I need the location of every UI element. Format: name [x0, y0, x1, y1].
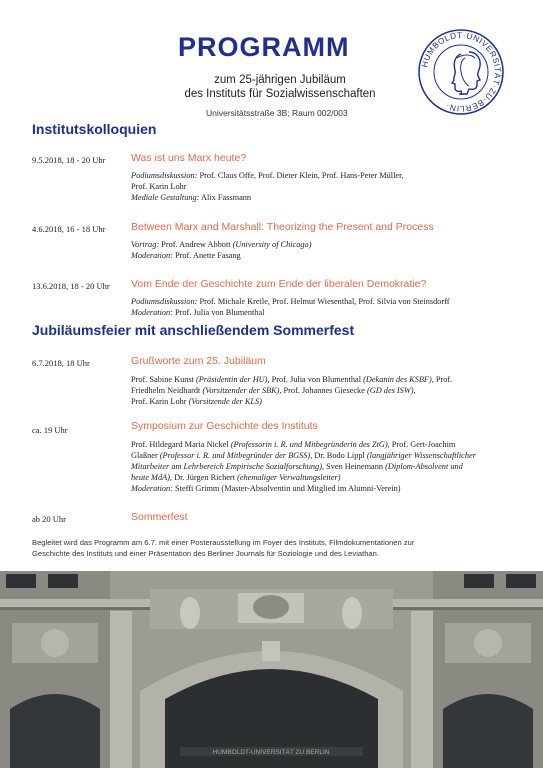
affiliation: (langjähriger Wissenschaftlicher [366, 451, 476, 460]
event-date: 4.6.2018, 16 - 18 Uhr [32, 224, 106, 234]
affiliation: (Professor i. R. und Mitbegründer der BGSS) [159, 451, 311, 460]
names: , Dr. Jürgen Richert [169, 473, 238, 482]
names: Glaßner [131, 451, 160, 460]
names: Prof. Julia von Blumenthal [172, 308, 265, 317]
names: , [413, 386, 416, 395]
names: Prof. Michale Kreile, Prof. Helmut Wiesenthal, Prof. Silvia von Steinsdorff [197, 297, 450, 306]
event-title: Vom Ende der Geschichte zum Ende der liberalen Demokratie? [131, 278, 427, 290]
affiliation: Mitarbeiter am Lehrbereich Empirische Sozialforschung) [131, 462, 322, 471]
role-label: Moderation: [131, 308, 173, 317]
affiliation: (ehemaliger Verwaltungsleiter) [237, 473, 341, 482]
names: Alix Fassmann [199, 193, 252, 202]
page-title: PROGRAMM [178, 32, 350, 62]
affiliation: (Vorsitzender der SBK) [202, 386, 280, 395]
section-heading-jubilaeum: Jubiläumsfeier mit anschließendem Sommerfest [32, 322, 355, 338]
building-facade-photo [0, 571, 543, 768]
role-label: Moderation: [131, 251, 173, 260]
inscription-text: HUMBOLDT-UNIVERSITÄT ZU BERLIN [212, 749, 330, 756]
event-title: Was ist uns Marx heute? [131, 152, 247, 164]
affiliation: (University of Chicago) [232, 240, 312, 249]
affiliation: heute MdA) [131, 473, 170, 482]
footnote-line-2: Geschichte des Instituts und einer Präsentation des Berliner Journals für Soziologie und des Leviathan. [32, 549, 379, 558]
affiliation: (Vorsitzende der KLS) [188, 397, 262, 406]
event-date: ca. 19 Uhr [32, 425, 68, 435]
subtitle [170, 73, 390, 101]
event-details [131, 170, 521, 203]
names: Friedhelm Neidhardt [131, 386, 203, 395]
names: , Dr. Bodo Lippl [310, 451, 367, 460]
event-date: 9.5.2018, 18 - 20 Uhr [32, 155, 106, 165]
affiliation: (Professorin i. R. und Mitbegründerin des ZtG) [230, 440, 388, 449]
affiliation: (Präsidentin der HU) [196, 375, 268, 384]
names: , Prof. Gert-Joachim [387, 440, 456, 449]
university-seal-logo [417, 28, 505, 116]
names: , Sven Heinemann [321, 462, 386, 471]
event-details [131, 239, 521, 261]
names: Prof. Sabine Kunst [131, 375, 196, 384]
event-date: 6.7.2018, 18 Uhr [32, 358, 90, 368]
names: Steffi Grimm (Master-Absolventin und Mitglied im Alumni-Verein) [172, 484, 401, 493]
affiliation: (GD des ISW) [366, 386, 414, 395]
affiliation: (Dekanin des KSBF) [363, 375, 432, 384]
section-heading-kolloquien: Institutskolloquien [32, 121, 157, 137]
event-title: Sommerfest [131, 511, 188, 523]
names: , Prof. [431, 375, 453, 384]
names: Prof. Anette Fasang [172, 251, 241, 260]
affiliation: (Diplom-Absolvent und [385, 462, 463, 471]
names: Prof. Hildegard Maria Nickel [131, 440, 231, 449]
role-label: Podiumsdiskussion: [131, 297, 198, 306]
names: Prof. Andrew Abbott [159, 240, 233, 249]
subtitle-line-2: des Instituts für Sozialwissenschaften [184, 88, 376, 100]
names: Prof. Claus Offe, Prof. Dieter Klein, Prof. Hans-Peter Müller, [197, 171, 404, 180]
event-title: Symposium zur Geschichte des Instituts [131, 420, 318, 432]
names: , Prof. Johannes Giesecke [279, 386, 367, 395]
event-date: ab 20 Uhr [32, 514, 66, 524]
footnote [32, 537, 512, 559]
event-details [131, 296, 521, 318]
names: Prof. Karin Lohr [131, 397, 189, 406]
role-label: Moderation: [131, 484, 173, 493]
role-label: Vortrag: [131, 240, 160, 249]
names: Prof. Karin Lohr [131, 182, 187, 191]
event-details [131, 439, 521, 494]
event-date: 13.6.2018, 18 - 20 Uhr [32, 281, 110, 291]
portrait-heads-icon [452, 52, 480, 95]
address: Universitätsstraße 3B; Raum 002/003 [206, 108, 348, 118]
role-label: Podiumsdiskussion: [131, 171, 198, 180]
event-details [131, 374, 521, 407]
subtitle-line-1: zum 25-jährigen Jubiläum [214, 74, 346, 86]
event-title: Between Marx and Marshall: Theorizing the Present and Process [131, 221, 434, 233]
footnote-line-1: Begleitet wird das Programm am 6.7. mit einer Posterausstellung im Foyer des Instituts, Filmdokumentationen zur [32, 538, 415, 547]
role-label: Mediale Gestaltung: [131, 193, 200, 202]
names: , Prof. Julia von Blumenthal [267, 375, 364, 384]
svg-text:HUMBOLDT·UNIVERSITÄT·ZU·BERLIN: HUMBOLDT·UNIVERSITÄT·ZU·BERLIN· [420, 30, 503, 114]
event-title: Grußworte zum 25. Jubiläum [131, 355, 266, 367]
